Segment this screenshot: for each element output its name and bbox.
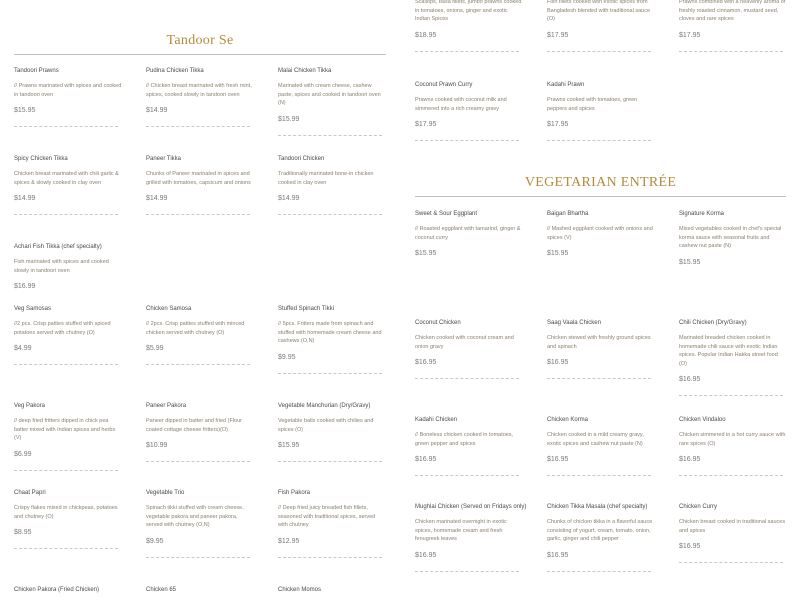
item-price: $9.95 [146,537,164,545]
section-divider [415,196,786,197]
item-description: Marinated breaded chicken cooked in homemade chili sauce with exotic Indian spices. Popular Indian Hakka street food (O) [679,335,778,367]
item-name: Mughlai Chicken (Served on Fridays only) [415,504,527,510]
item-description: // Deep fried juicy breaded fish fillets, seasoned with traditional spices, served with chutney [278,505,376,528]
dashed-separator [14,126,118,127]
item-price: $15.99 [278,115,300,123]
menu-item [278,156,386,215]
menu-item [679,504,787,572]
item-description: Chicken simmered in a hot curry sauce with rare spices (O) [679,432,786,447]
menu-item [146,490,278,558]
item-name: Sweet & Sour Eggplant [415,211,478,217]
menu-item [547,0,679,52]
menu-item [146,587,278,601]
menu-row [415,504,786,572]
menu-item [14,490,146,558]
dashed-separator [415,571,519,572]
item-price: $4.99 [14,345,32,352]
section-title-tandoor: Tandoor Se [166,33,234,48]
item-price: $9.95 [278,353,296,361]
menu-row [415,0,786,52]
dashed-separator [679,562,783,563]
menu-row [14,244,386,290]
dashed-separator [14,470,118,471]
item-price: $16.95 [415,359,437,366]
menu-item [14,156,146,215]
menu-item [415,211,547,266]
item-price: $15.95 [415,250,437,257]
menu-item [14,587,146,601]
item-name: Paneer Pakora [146,403,187,409]
item-description: Chunks of chicken tikka in a flavorful sauce consisting of yogurt, cream, tomato, onion, garlic, ginger and chili pepper [547,519,653,542]
menu-item [415,0,547,52]
item-description: Mixed vegetables cooked in chef's special korma sauce with seasonal fruits and cashew nut paste (N) [679,226,782,249]
menu-item [679,320,787,396]
dashed-separator [547,51,651,52]
dashed-separator [679,395,783,396]
item-name: Malai Chicken Tikka [278,68,332,74]
item-price: $16.95 [415,456,437,463]
dashed-separator [146,214,250,215]
item-price: $17.95 [679,31,701,39]
item-description: Fish fillets cooked with exotic spices from Bangladesh blended with traditional sauce (O) [547,0,651,22]
dashed-separator [14,364,118,365]
dashed-separator [547,475,651,476]
menu-item [415,82,547,141]
item-name: Coconut Chicken [415,320,461,326]
menu-item [146,306,278,374]
dashed-separator [146,126,250,127]
item-name: Kadahi Prawn [547,82,585,88]
item-description: Chicken marinated overnight in exotic spices, homemade cream and fresh fenugreek leaves [415,519,507,542]
item-name: Chaat Papri [14,490,46,496]
item-name: Saag Vaala Chicken [547,320,601,326]
menu-item [146,403,278,471]
menu-item [278,490,386,558]
item-name: Baigan Bhartha [547,211,589,217]
item-name: Fish Pakora [278,490,311,496]
menu-item [547,417,679,476]
item-name: Chicken Pakora (Fried Chicken) [14,587,100,593]
item-name: Spicy Chicken Tikka [14,156,68,162]
item-price: $16.95 [679,376,701,383]
item-price: $14.99 [146,107,168,114]
item-description: Vegetable balls cooked with chilies and spices (O) [278,418,374,433]
dashed-separator [415,475,519,476]
item-name: Vegetable Trio [146,490,185,496]
menu-item [547,82,655,141]
menu-item [415,504,547,572]
menu-item [278,306,386,374]
dashed-separator [679,475,783,476]
menu-item [278,403,386,471]
item-description: Prawns cooked with tomatoes, green peppers and spices [547,97,638,112]
item-name: Tandoori Chicken [278,156,325,162]
item-price: $10.99 [146,442,168,449]
menu-item [278,587,386,601]
dashed-separator [278,214,382,215]
item-description: // 5pcs. Fritters made from spinach and stuffed with homemade cream cheese and cashews (O,N) [278,321,382,344]
item-price: $14.99 [14,195,36,202]
item-description: Spinach tikki stuffed with cream cheese, vegetable pakora and paneer pakora, served with chutney (O,N) [146,505,244,528]
item-name: Pudina Chicken Tikka [146,68,204,74]
item-description: //2 pcs. Crisp patties stuffed with spiced potatoes served with chutney (O) [14,321,111,336]
item-price: $17.95 [415,121,437,128]
item-description: Fish marinated with spices and cooked slowly in tandoori oven [14,259,109,274]
item-description: // Mashed eggplant cooked with onions and spices (V) [547,226,653,241]
item-description: Chicken cooked in a mild creamy gravy, exotic spices and cashew nut paste (N) [547,432,644,447]
item-price: $17.95 [547,121,569,128]
item-description: Chicken cooked with coconut cream and onion gravy [415,335,514,350]
menu-item [278,68,386,136]
item-description: Crispy flakes mixed in chickpeas, potatoes and chutney (O) [14,505,118,520]
item-description: Paneer dipped in batter and fried (Flour coated cottage cheese fritters)(O) [146,418,243,433]
item-name: Chili Chicken (Dry/Gravy) [679,320,747,326]
item-description: Prawns cooked with coconut milk and simmered into a rich creamy gravy [415,97,507,112]
item-name: Kadahi Chicken [415,417,458,423]
item-name: Chicken Momos [278,587,322,593]
item-name: Tandoori Prawns [14,68,59,74]
item-name: Signature Korma [679,211,725,217]
menu-item [146,156,278,215]
item-price: $16.99 [14,283,36,290]
item-name: Chicken Vindaloo [679,417,726,423]
dashed-separator [146,364,250,365]
menu-item [14,244,122,290]
item-description: Chicken breast marinated with chili garlic & spices & slowly cooked in clay oven [14,171,119,186]
item-price: $16.95 [415,551,437,559]
menu-item [679,417,787,476]
item-name: Paneer Tikka [146,156,182,162]
menu-row [415,211,786,266]
menu-item [547,211,679,266]
item-description: Marinated with cream cheese, cashew paste, spices and cooked in tandoori oven (N) [278,83,381,106]
item-price: $15.95 [14,107,36,114]
item-description: Chunks of Paneer marinated in spices and grilled with tomatoes, capsicum and onions [146,171,251,186]
menu-row [415,82,786,141]
menu-item [415,320,547,396]
section-divider [14,54,386,55]
menu-item [679,211,787,266]
menu-item [679,0,787,52]
menu-item [146,68,278,136]
item-description: // deep fried fritters dipped in chick pea batter mixed with Indian spices and herbs (V) [14,418,116,441]
menu-row [14,68,386,136]
item-price: $15.95 [679,258,701,266]
dashed-separator [415,140,519,141]
menu-item [14,403,146,471]
item-name: Chicken Tikka Masala (chef specialty) [547,504,648,510]
menu-row [14,587,386,601]
dashed-separator [146,461,250,462]
item-price: $8.95 [14,529,32,536]
item-description: Traditionally marinated bone-in chicken cooked in clay oven [278,171,374,186]
menu-item [14,68,146,136]
menu-row [415,320,786,396]
dashed-separator [547,378,651,379]
item-price: $12.95 [278,537,300,545]
item-description: Chicken stewed with freshly ground spices and spinach [547,335,651,350]
item-description: // 2pcs. Crisp patties stuffed with minced chicken served with chutney (O) [146,321,245,336]
menu-item [547,504,679,572]
dashed-separator [415,378,519,379]
item-description: Scallops, basa fillets, jumbo prawns cooked in tomatoes, onions, ginger and exotic Indian Spices [415,0,522,22]
item-description: Chicken breast cooked in traditional sauces and spices [679,519,786,534]
item-price: $16.95 [547,551,569,559]
menu-row [14,156,386,215]
menu-row [14,490,386,558]
item-description: // Roasted eggplant with tamarind, ginger & coconut curry [415,226,521,241]
item-description: // Chicken breast marinated with fresh mint, spices, cooked slowly in tandoori oven [146,83,252,98]
item-price: $18.95 [415,31,437,39]
item-name: Coconut Prawn Curry [415,82,473,88]
item-price: $16.95 [547,359,569,366]
menu-row [415,417,786,476]
item-name: Chicken 65 [146,587,177,593]
dashed-separator [278,135,382,136]
dashed-separator [278,557,382,558]
item-name: Achari Fish Tikka (chef specialty) [14,244,102,250]
item-name: Veg Pakora [14,403,46,409]
menu-item [14,306,146,374]
item-price: $16.95 [679,543,701,550]
dashed-separator [14,548,118,549]
item-price: $16.95 [547,456,569,463]
item-name: Chicken Samosa [146,306,192,312]
item-price: $14.99 [278,195,300,202]
item-price: $14.99 [146,195,168,202]
section-title-vegetarian: VEGETARIAN ENTRÉE [524,175,677,190]
menu-item [415,417,547,476]
dashed-separator [415,51,519,52]
menu-row [14,306,386,374]
item-description: Prawns combined with a heavenly aroma of freshly roasted cinnamon, mustard seed, cloves and rare spices [679,0,786,22]
item-price: $16.95 [679,456,701,463]
dashed-separator [547,571,651,572]
item-price: $5.99 [146,345,164,352]
dashed-separator [146,557,250,558]
dashed-separator [679,51,783,52]
item-description: // Prawns marinated with spices and cooked in tandoori oven [14,83,122,98]
dashed-separator [547,140,651,141]
item-price: $15.95 [547,250,569,257]
menu-item [547,320,679,396]
menu-row [14,403,386,471]
item-name: Chicken Korma [547,417,589,423]
item-name: Veg Samosas [14,306,52,312]
item-price: $15.95 [278,442,300,449]
dashed-separator [278,461,382,462]
item-name: Stuffed Spinach Tikki [278,306,334,312]
dashed-separator [14,214,118,215]
item-name: Chicken Curry [679,504,718,510]
item-price: $6.99 [14,450,32,458]
dashed-separator [278,373,382,374]
item-price: $17.95 [547,31,569,39]
item-description: // Boneless chicken cooked in tomatoes, green pepper and spices [415,432,514,447]
item-name: Vegetable Manchurian (Dry/Gravy) [278,403,371,409]
